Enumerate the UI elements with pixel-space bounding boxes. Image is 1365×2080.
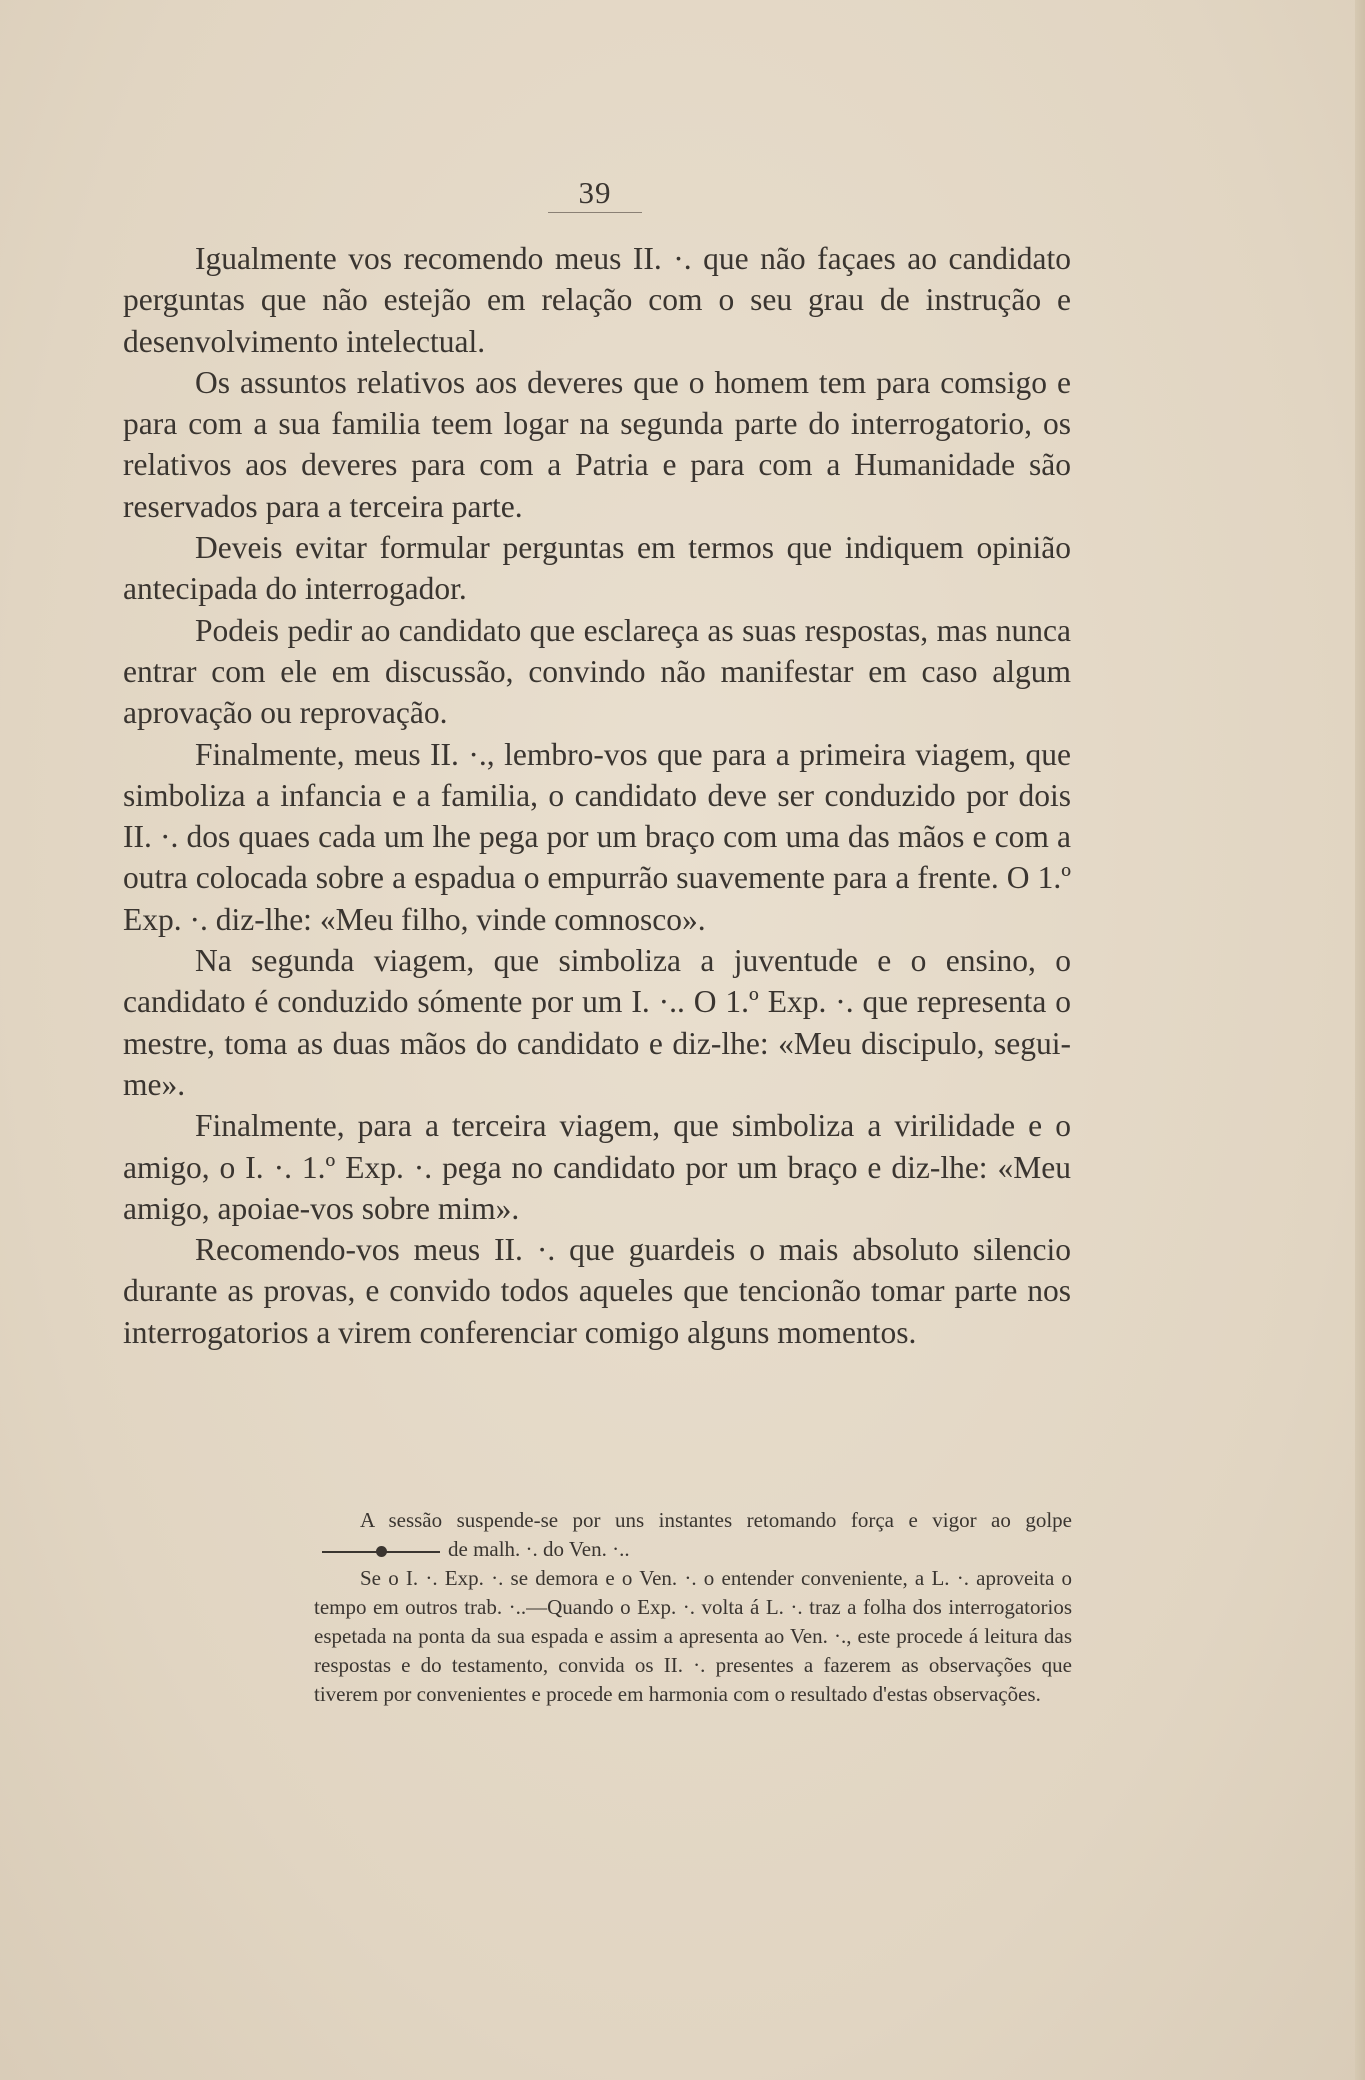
paragraph-3: Deveis evitar formular perguntas em termos que indiquem opinião antecipada do interrogador.: [123, 530, 1071, 607]
page-edge: [1355, 0, 1365, 2080]
paragraph-2: Os assuntos relativos aos deveres que o homem tem para comsigo e para com a sua familia teem logar na segunda parte do interrogatorio, os relativos aos deveres para com a Patria e para com a Humanidade são reservados para a terceira parte.: [123, 364, 1071, 524]
note-paragraph-2: Se o I. ·. Exp. ·. se demora e o Ven. ·. o entender conveniente, a L. ·. aproveita o tempo em outros trab. ·..—Quando o Exp. ·. volta á L. ·. traz a folha dos interrogatorios espetada na ponta da sua espada e assim a apresenta ao Ven. ·., este procede á leitura das respostas e do testamento, convida os II. ·. presentes a fazerem as observações que tiverem por convenientes e procede em harmonia com o resultado d'estas observações.: [314, 1566, 1072, 1706]
paragraph-7: Finalmente, para a terceira viagem, que simboliza a virilidade e o amigo, o I. ·. 1.º Exp. ·. pega no candidato por um braço e diz-lhe: «Meu amigo, apoiae-vos sobre mim».: [123, 1108, 1071, 1226]
paragraph-4: Podeis pedir ao candidato que esclareça as suas respostas, mas nunca entrar com ele em discussão, convindo não manifestar em caso algum aprovação ou reprovação.: [123, 612, 1071, 731]
page-number: 39: [578, 175, 612, 210]
paragraph-8: Recomendo-vos meus II. ·. que guardeis o mais absoluto silencio durante as provas, e convido todos aqueles que tencionão tomar parte nos interrogatorios a virem conferenciar comigo alguns momentos.: [123, 1232, 1071, 1350]
paragraph-5: Finalmente, meus II. ·., lembro-vos que para a primeira viagem, que simboliza a infancia e a familia, o candidato deve ser conduzido por dois II. ·. dos quaes cada um lhe pega por um braço com uma das mãos e com a outra colocada sobre a espadua o empurrão suavemente para a frente. O 1.º Exp. ·. diz-lhe: «Meu filho, vinde comnosco».: [123, 736, 1071, 937]
main-text: [123, 238, 1071, 1353]
gavel-stroke-mark: [322, 1544, 440, 1558]
page-number-rule: [548, 212, 642, 213]
note-text-before-mark: A sessão suspende-se por uns instantes retomando força e vigor ao golpe: [360, 1508, 1072, 1532]
note-text-after-mark: de malh. ·. do Ven. ·..: [448, 1537, 630, 1561]
ritual-note: [314, 1506, 1072, 1709]
note-paragraph-1: [314, 1506, 1072, 1564]
paragraph-1: Igualmente vos recomendo meus II. ·. que não façaes ao candidato perguntas que não estejão em relação com o seu grau de instrução e desenvolvimento intelectual.: [123, 241, 1071, 359]
paragraph-6: Na segunda viagem, que simboliza a juventude e o ensino, o candidato é conduzido sómente por um I. ·.. O 1.º Exp. ·. que representa o mestre, toma as duas mãos do candidato e diz-lhe: «Meu discipulo, segui-me».: [123, 943, 1071, 1102]
